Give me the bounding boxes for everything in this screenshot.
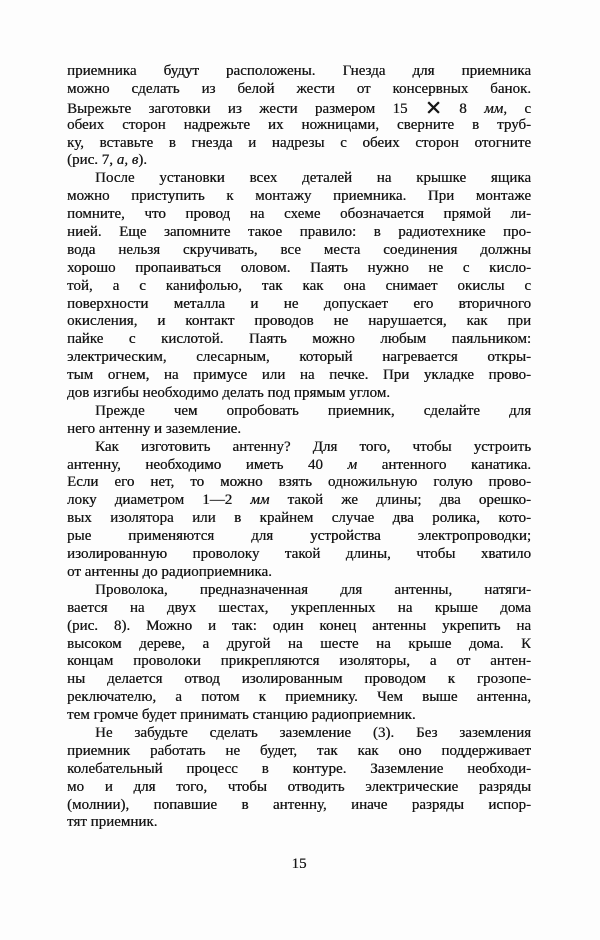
text-line: антенну, необходимо иметь 40 м антенного канатика. (67, 456, 531, 473)
text-line: Как изготовить антенну? Для того, чтобы устроить (95, 438, 531, 455)
text-line: локу диаметром 1—2 мм такой же длины; два орешко- (67, 492, 531, 509)
text-line: Не забудьте сделать заземление (3). Без заземления (95, 724, 531, 741)
text-line: Проволока, предназначенная для антенны, натяги- (95, 581, 531, 598)
text-line: обеих сторон надрежьте их ножницами, сверните в труб- (67, 116, 531, 133)
text-line: изолированную проволоку такой длины, чтобы хватило (67, 546, 531, 563)
text-line: той, а с канифолью, так как она снимает окислы с (67, 277, 531, 294)
italic-unit: а, в (116, 152, 139, 169)
paragraph (67, 439, 531, 582)
text-line: приемник работать не будет, так как оно поддерживает (67, 742, 531, 759)
text-line: приемника будут расположены. Гнезда для приемника (67, 63, 531, 79)
text-line: помните, что провод на схеме обозначается прямой ли- (67, 206, 531, 223)
text-line: можно сделать из белой жести от консервных банок. (67, 80, 531, 97)
text-line: (молнии), попавшие в антенну, иначе разряды испор- (67, 796, 531, 813)
paragraph (67, 725, 531, 832)
text-line: реключателю, а потом к приемнику. Чем выше антенна, (67, 689, 531, 706)
text-line: вых изолятора или в крайнем случае два ролика, кото- (67, 510, 531, 527)
text-line: (рис. 7, а, в). (67, 152, 147, 169)
text-line: тят приемник. (67, 814, 158, 831)
text-line: электрическим, слесарным, который нагревается откры- (67, 349, 531, 366)
paragraph (67, 170, 531, 403)
text-line: рые применяются для устройства электропроводки; (67, 528, 531, 545)
text-line: можно приступить к монтажу приемника. При монтаже (67, 188, 531, 205)
text-line: высоком дереве, а другой на шесте на крыше дома. К (67, 635, 531, 652)
text-line: концам проволоки прикрепляются изоляторы, а от антен- (67, 653, 531, 670)
italic-unit: мм (484, 100, 504, 117)
text-line: Вырежьте заготовки из жести размером 15 ✕ 8 мм, с (67, 99, 531, 117)
text-line: хорошо пропаиваться оловом. Паять нужно не с кисло- (67, 259, 531, 276)
text-line: Если его нет, то можно взять одножильную голую прово- (67, 474, 531, 491)
text-line: колебательный процесс в контуре. Заземление необходи- (67, 760, 531, 777)
text-line: тем громче будет принимать станцию радиоприемник. (67, 707, 416, 724)
text-line: ку, вставьте в гнезда и надрезы с обеих сторон отогните (67, 134, 531, 151)
paragraph (67, 403, 531, 439)
text-line: После установки всех деталей на крышке ящика (95, 170, 531, 187)
italic-unit: м (347, 456, 358, 473)
paragraph (67, 582, 531, 725)
text-line: ны делается отвод изолированным проводом к грозопе- (67, 671, 531, 688)
page-number: 15 (291, 856, 307, 872)
text-line: мо и для того, чтобы отводить электрические разряды (67, 778, 531, 795)
text-line: (рис. 8). Можно и так: один конец антенны укрепить на (67, 617, 531, 634)
text-line: вода нельзя скручивать, все места соединения должны (67, 241, 531, 258)
text-line: от антенны до радиоприемника. (67, 563, 272, 580)
text-line: пайке с кислотой. Паять можно любым паяльником: (67, 331, 531, 348)
text-line: дов изгибы необходимо делать под прямым углом. (67, 385, 390, 402)
text-line: окисления, и контакт проводов не нарушается, как при (67, 313, 531, 330)
italic-unit: мм (250, 492, 270, 509)
paragraph (67, 63, 531, 170)
multiplication-sign: ✕ (424, 98, 442, 117)
text-line: вается на двух шестах, укрепленных на крыше дома (67, 599, 531, 616)
text-line: него антенну и заземление. (67, 420, 241, 437)
text-line: нией. Еще запомните такое правило: в радиотехнике про- (67, 224, 531, 241)
page-text (67, 63, 531, 832)
text-line: Прежде чем опробовать приемник, сделайте для (95, 402, 531, 419)
text-line: тым огнем, на примусе или на печке. При укладке прово- (67, 367, 531, 384)
text-line: поверхности металла и не допускает его вторичного (67, 295, 531, 312)
